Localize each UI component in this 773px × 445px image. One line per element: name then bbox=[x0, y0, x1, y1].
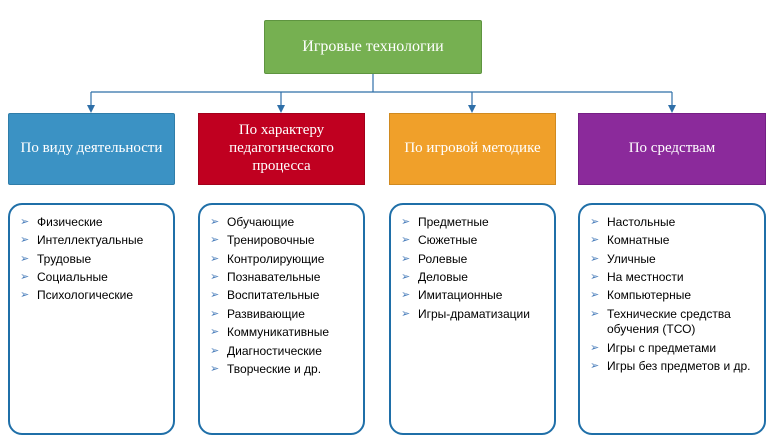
arrow-bullet-icon: ➢ bbox=[210, 234, 220, 247]
list-item bbox=[590, 359, 756, 374]
list-item bbox=[590, 341, 756, 356]
category-item-list-1 bbox=[20, 215, 165, 304]
category-item-list-4 bbox=[590, 215, 756, 374]
list-item-label: Настольные bbox=[607, 215, 676, 229]
list-item-label: Социальные bbox=[37, 270, 108, 285]
category-items-panel-4 bbox=[578, 203, 766, 435]
list-item bbox=[401, 288, 546, 303]
arrow-bullet-icon: ➢ bbox=[20, 252, 30, 265]
arrow-bullet-icon: ➢ bbox=[20, 234, 30, 247]
list-item bbox=[210, 307, 355, 322]
list-item bbox=[590, 215, 756, 230]
list-item-label: Творческие и др. bbox=[227, 361, 322, 376]
list-item-label: Уличные bbox=[607, 251, 656, 266]
list-item bbox=[210, 344, 355, 359]
arrow-bullet-icon: ➢ bbox=[210, 362, 220, 375]
list-item bbox=[20, 270, 165, 285]
list-item-label: Деловые bbox=[418, 270, 468, 285]
list-item-label: Воспитательные bbox=[227, 288, 320, 303]
category-header-4-label: По средствам bbox=[628, 140, 716, 157]
list-item bbox=[210, 215, 355, 230]
arrow-bullet-icon: ➢ bbox=[401, 271, 411, 284]
arrow-bullet-icon: ➢ bbox=[590, 359, 600, 372]
arrow-bullet-icon: ➢ bbox=[20, 271, 30, 284]
category-items-panel-2 bbox=[198, 203, 365, 435]
list-item-label: Ролевые bbox=[418, 251, 468, 266]
arrow-bullet-icon: ➢ bbox=[401, 216, 411, 228]
category-item-list-2 bbox=[210, 215, 355, 377]
category-header-2-label: По характеру педагогического процесса bbox=[229, 122, 334, 174]
arrow-bullet-icon: ➢ bbox=[590, 289, 600, 302]
category-header-3 bbox=[389, 113, 556, 185]
list-item bbox=[210, 288, 355, 303]
category-item-list-3 bbox=[401, 215, 546, 322]
arrow-bullet-icon: ➢ bbox=[590, 341, 600, 354]
list-item-label: На местности bbox=[607, 270, 684, 285]
list-item-label: Игры-драматизации bbox=[418, 306, 530, 321]
list-item-label: Обучающие bbox=[227, 215, 295, 229]
arrow-bullet-icon: ➢ bbox=[401, 307, 411, 320]
list-item bbox=[210, 270, 355, 285]
list-item-label: Трудовые bbox=[37, 251, 92, 266]
list-item-label: Комнатные bbox=[607, 233, 670, 248]
list-item-label: Психологические bbox=[37, 288, 134, 303]
category-items-panel-1 bbox=[8, 203, 175, 435]
list-item bbox=[590, 233, 756, 248]
arrow-bullet-icon: ➢ bbox=[210, 216, 220, 228]
arrow-bullet-icon: ➢ bbox=[401, 252, 411, 265]
category-items-panel-3 bbox=[389, 203, 556, 435]
list-item bbox=[401, 307, 546, 322]
root-node bbox=[264, 20, 482, 74]
list-item-label: Коммуникативные bbox=[227, 325, 330, 340]
list-item bbox=[210, 233, 355, 248]
arrow-bullet-icon: ➢ bbox=[401, 289, 411, 302]
root-node-label: Игровые технологии bbox=[302, 37, 444, 55]
category-header-1-label: По виду деятельности bbox=[20, 140, 163, 157]
list-item-label: Физические bbox=[37, 215, 103, 229]
list-item-label: Технические средства обучения (ТСО) bbox=[607, 306, 731, 337]
list-item bbox=[210, 362, 355, 377]
list-item bbox=[20, 252, 165, 267]
list-item bbox=[590, 288, 756, 303]
arrow-bullet-icon: ➢ bbox=[210, 344, 220, 357]
arrow-bullet-icon: ➢ bbox=[20, 216, 30, 228]
list-item bbox=[401, 215, 546, 230]
list-item-label: Компьютерные bbox=[607, 288, 692, 303]
arrow-bullet-icon: ➢ bbox=[590, 234, 600, 247]
list-item-label: Тренировочные bbox=[227, 233, 315, 248]
list-item bbox=[401, 252, 546, 267]
list-item bbox=[210, 252, 355, 267]
list-item-label: Имитационные bbox=[418, 288, 503, 303]
arrow-bullet-icon: ➢ bbox=[590, 252, 600, 265]
list-item-label: Развивающие bbox=[227, 306, 305, 321]
list-item-label: Сюжетные bbox=[418, 233, 478, 248]
arrow-bullet-icon: ➢ bbox=[590, 216, 600, 228]
list-item bbox=[210, 325, 355, 340]
list-item-label: Интеллектуальные bbox=[37, 233, 144, 248]
list-item bbox=[401, 233, 546, 248]
arrow-bullet-icon: ➢ bbox=[210, 326, 220, 339]
list-item-label: Игры без предметов и др. bbox=[607, 358, 751, 373]
list-item-label: Познавательные bbox=[227, 270, 321, 285]
category-header-3-label: По игровой методике bbox=[404, 140, 541, 157]
list-item bbox=[20, 233, 165, 248]
arrow-bullet-icon: ➢ bbox=[590, 271, 600, 284]
list-item bbox=[590, 270, 756, 285]
arrow-bullet-icon: ➢ bbox=[210, 271, 220, 284]
list-item-label: Контролирующие bbox=[227, 251, 325, 266]
list-item-label: Диагностические bbox=[227, 343, 322, 358]
category-header-1 bbox=[8, 113, 175, 185]
list-item-label: Предметные bbox=[418, 215, 489, 229]
arrow-bullet-icon: ➢ bbox=[401, 234, 411, 247]
category-header-2 bbox=[198, 113, 365, 185]
arrow-bullet-icon: ➢ bbox=[210, 289, 220, 302]
arrow-bullet-icon: ➢ bbox=[20, 289, 30, 302]
arrow-bullet-icon: ➢ bbox=[210, 252, 220, 265]
list-item-label: Игры с предметами bbox=[607, 340, 717, 355]
arrow-bullet-icon: ➢ bbox=[210, 307, 220, 320]
list-item bbox=[401, 270, 546, 285]
list-item bbox=[590, 252, 756, 267]
list-item bbox=[590, 307, 756, 338]
list-item bbox=[20, 215, 165, 230]
list-item bbox=[20, 288, 165, 303]
category-header-4 bbox=[578, 113, 766, 185]
arrow-bullet-icon: ➢ bbox=[590, 307, 600, 320]
